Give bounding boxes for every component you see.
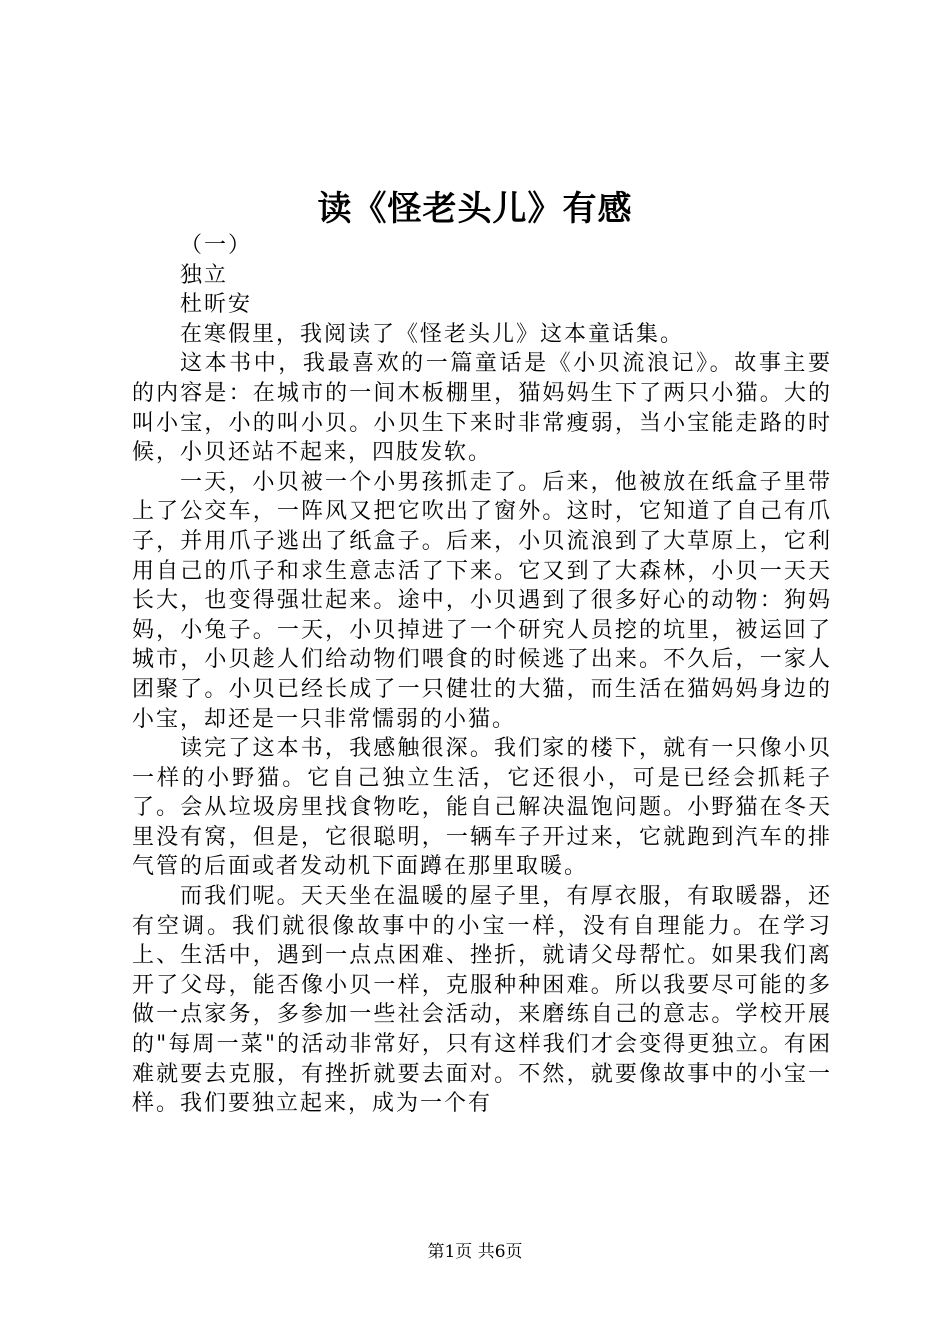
author-name: 杜昕安 (180, 292, 253, 318)
paragraph: 一天，小贝被一个小男孩抓走了。后来，他被放在纸盒子里带上了公交车，一阵风又把它吹出了窗外。这时，它知道了自己有爪子，并用爪子逃出了纸盒子。后来，小贝流浪到了大草原上，它利用自己的爪子和求生意志活了下来。它又到了大森林，小贝一天天长大，也变得强壮起来。途中，小贝遇到了很多好心的动物：狗妈妈，小兔子。一天，小贝掉进了一个研究人员挖的坑里，被运回了城市，小贝趁人们给动物们喂食的时候逃了出来。不久后，一家人团聚了。小贝已经长成了一只健壮的大猫，而生活在猫妈妈身边的小宝，却还是一只非常懦弱的小猫。 (132, 469, 832, 732)
document-body (132, 231, 832, 1119)
section-number: （一） (180, 233, 253, 258)
paragraph: 这本书中，我最喜欢的一篇童话是《小贝流浪记》。故事主要的内容是：在城市的一间木板棚里，猫妈妈生下了两只小猫。大的叫小宝，小的叫小贝。小贝生下来时非常瘦弱，当小宝能走路的时候，小贝还站不起来，四肢发软。 (132, 351, 832, 466)
paragraph: 而我们呢。天天坐在温暖的屋子里，有厚衣服，有取暖器，还有空调。我们就很像故事中的小宝一样，没有自理能力。在学习上、生活中，遇到一点点困难、挫折，就请父母帮忙。如果我们离开了父母，能否像小贝一样，克服种种困难。所以我要尽可能的多做一点家务，多参加一些社会活动，来磨练自己的意志。学校开展的"每周一菜"的活动非常好，只有这样我们才会变得更独立。有困难就要去克服，有挫折就要去面对。不然，就要像故事中的小宝一样。我们要独立起来，成为一个有 (132, 884, 832, 1117)
paragraph: 在寒假里，我阅读了《怪老头儿》这本童话集。 (180, 321, 685, 347)
paragraph: 读完了这本书，我感触很深。我们家的楼下，就有一只像小贝一样的小野猫。它自己独立生活，它还很小，可是已经会抓耗子了。会从垃圾房里找食物吃，能自己解决温饱问题。小野猫在冬天里没有窝，但是，它很聪明，一辆车子开过来，它就跑到汽车的排气管的后面或者发动机下面蹲在那里取暖。 (132, 736, 832, 880)
essay-subtitle: 独立 (180, 262, 229, 288)
page-footer: 第1页 共6页 (427, 1242, 523, 1262)
document-title: 读《怪老头儿》有感 (317, 189, 633, 229)
